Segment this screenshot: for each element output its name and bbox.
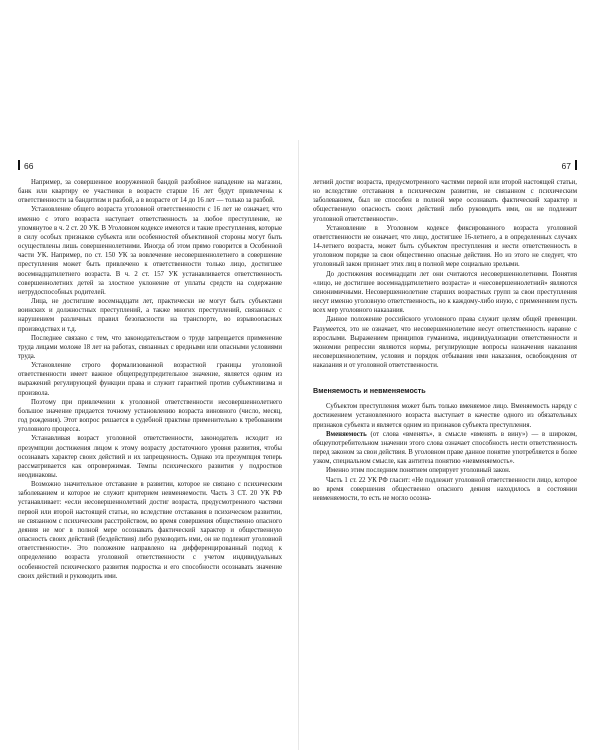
definition-text: — в широком, общеупотребительном значении этого слова означает способность нести ответственность перед законом за свои действия. В уголовном праве данное понятие употребляется в более узком, специальном смысле, как антитеза понятию «невменяемость». (313, 430, 577, 466)
paragraph: Установление общего возраста уголовной ответственности с 16 лет не означает, что именно с этого возраста наступает ответственность за любое преступление, не упомянутое в ч. 2 ст. 20 УК. В Уголовном кодексе имеются и такие преступления, которые в силу особых признаков субъекта или особенностей объективной стороны могут быть осуществлены лишь совершеннолетними. Иногда об этом прямо говорится в Особенной части УК. Например, по ст. 150 УК за вовлечение несовершеннолетнего в совершение преступления может быть привлечено к ответственности только лицо, достигшее восемнадцатилетнего возраста. В ч. 2 ст. 157 УК устанавливается ответственность совершеннолетних детей за злостное уклонение от уплаты средств на содержание нетрудоспособных родителей. (18, 206, 282, 296)
right-page-body (313, 178, 577, 503)
page-number-left: 66 (18, 160, 33, 173)
paragraph: Установление строго формализованной возрастной границы уголовной ответственности имеет важное общепредупредительное значение, является одним из выражений регулирующей функции права и служит гарантией против субъективизма и произвола. (18, 362, 282, 397)
paragraph: Возможно значительное отставание в развитии, которое не связано с психическим заболеванием и которое не служит критерием невменяемости. Часть 3 СТ. 20 УК РФ устанавливает: «если несовершеннолетний достиг возраста, предусмотренного частями первой или второй настоящей статьи, но вследствие отставания в психическом развитии, не связанном с психическим расстройством, во время совершения общественно опасного деяния не мог в полной мере осознавать фактический характер и общественную опасность своих действий (бездействия) либо руководить ими, он не подлежит уголовной ответственности». Это положение направлено на дифференцированный подход к определению возраста уголовной ответственности с учетом индивидуальных особенностей психического развития подростка и его способности осознавать значение своих действий и руководить ими. (18, 481, 282, 580)
folio-bar (575, 160, 577, 170)
paragraph: Данное положение российского уголовного права служит целям общей превенции. Разумеется, это не означает, что несовершеннолетние несут ответственность наравне с взрослыми. Выражением принципов гуманизма, индивидуализации ответственности и экономии репрессии являются нормы, регулирующие вопросы назначения наказания несовершеннолетним, условия и порядок отбывания ими наказания, освобождения от наказания и от уголовной ответственности. (313, 316, 577, 370)
definition-term: Вменяемость (326, 430, 367, 438)
page-number-right: 67 (562, 160, 577, 173)
paragraph: Устанавливая возраст уголовной ответственности, законодатель исходит из презумпции достижения лицом к этому возрасту достаточного уровня развития, чтобы осознавать характер своих действий и их запрещенность. Однако эта презумпция теперь рассматривается как опровержимая. Темпы психического развития у подростков неодинаковы. (18, 435, 282, 479)
paragraph: Поэтому при привлечении к уголовной ответственности несовершеннолетнего большое значение придается точному установлению возраста виновного (число, месяц, год рождения). Этот вопрос решается в судебной практике применительно к требованиям уголовного процесса. (18, 398, 282, 434)
paragraph: летний достиг возраста, предусмотренного частями первой или второй настоящей статьи, но вследствие отставания в психическом развитии, не связанном с психическим заболеванием, был не способен в полной мере осознавать фактический характер и общественную опасность своих действий либо руководить ими, он не подлежит уголовной ответственности». (313, 179, 577, 223)
paragraph: Именно этим последним понятием оперирует уголовный закон. (326, 467, 511, 475)
paragraph: До достижения восемнадцати лет они считаются несовершеннолетними. Понятия «лицо, не достигшее восемнадцатилетнего возраста» и «несовершеннолетний» являются синонимичными. Несовершеннолетние старших возрастных групп за свои преступления несут именно уголовную ответственность, но к каждому-либо иную, с применением пусть всех мер уголовного наказания. (313, 270, 577, 315)
paragraph: Лица, не достигшие восемнадцати лет, практически не могут быть субъектами воинских и должностных преступлений, а также многих преступлений, связанных с нарушением различных правил безопасности на транспорте, во взрывоопасных производствах и т.д. (18, 298, 282, 333)
paragraph: Субъектом преступления может быть только вменяемое лицо. Вменяемость наряду с достижением установленного возраста выступает в качестве одного из обязательных признаков субъекта и является одним из признаков субъекта преступления. (313, 403, 577, 429)
gutter (298, 140, 299, 750)
left-page-body (18, 178, 282, 581)
definition-paragraph (313, 430, 577, 467)
paragraph: Установление в Уголовном кодексе фиксированного возраста уголовной ответственности не означает, что лицо, достигшее 16-летнего, а в определенных случаях 14-летнего возраста, может быть субъектом преступления и нести ответственность в уголовном порядке за свои общественно опасные действия. Но из этого не следует, что уголовный закон признает этих лиц в полной мере социально зрелыми. (313, 224, 577, 269)
folio-bar (18, 160, 20, 170)
paragraph: Часть 1 ст. 22 УК РФ гласит: «Не подлежит уголовной ответственности лицо, которое во время совершения общественно опасного деяния находилось в состоянии невменяемости, то есть не могло осозна- (313, 476, 577, 502)
paragraph: Например, за совершенное вооруженной бандой разбойное нападение на магазин, банк или квартиру ее участники в возрасте старше 16 лет будут привлечены к ответственности за бандитизм и разбой, а в возрасте от 14 до 16 лет — только за разбой. (18, 179, 282, 205)
paragraph: Последнее связано с тем, что законодательством о труде запрещается применение труда лицами моложе 18 лет на работах, связанных с вредными или опасными условиями труда. (18, 334, 282, 360)
section-heading: Вменяемость и невменяемость (313, 386, 426, 396)
definition-lead: (от слова «вменять», в смысле «вменять в вину») (366, 430, 532, 438)
